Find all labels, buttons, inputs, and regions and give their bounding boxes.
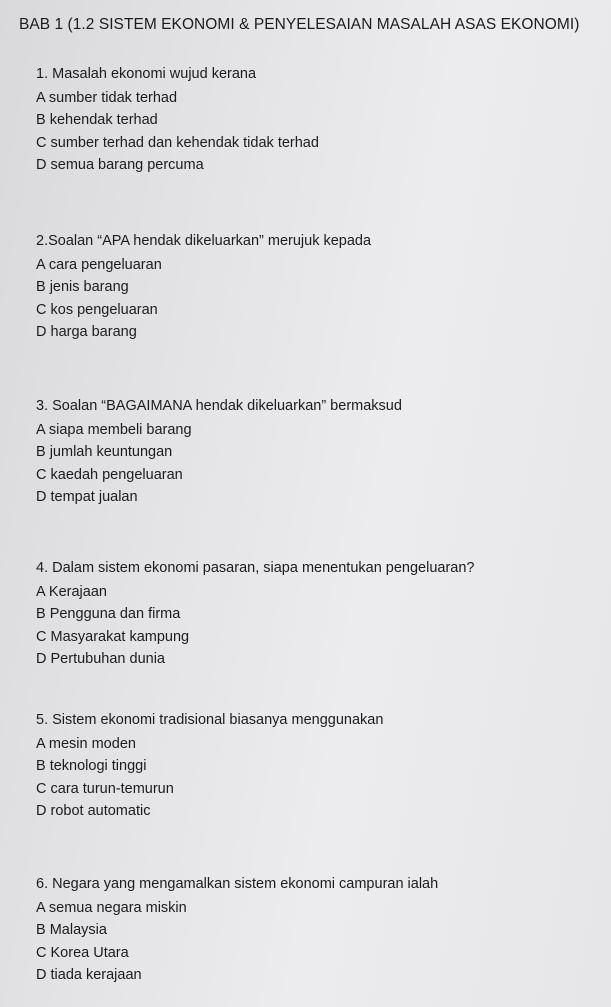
option-c: C kos pengeluaran xyxy=(36,301,158,318)
option-d: D harga barang xyxy=(36,324,137,340)
question-stem: 5. Sistem ekonomi tradisional biasanya menggunakan xyxy=(36,712,384,728)
question-5 xyxy=(36,709,383,823)
question-2 xyxy=(36,230,371,344)
option-a: A semua negara miskin xyxy=(36,899,187,916)
option-a: A cara pengeluaran xyxy=(36,256,162,273)
option-c: C cara turun-temurun xyxy=(36,780,174,797)
option-b: B Malaysia xyxy=(36,922,107,938)
option-c: C Masyarakat kampung xyxy=(36,628,190,645)
page-title: BAB 1 (1.2 SISTEM EKONOMI & PENYELESAIAN MASALAH ASAS EKONOMI) xyxy=(19,16,580,33)
option-b: B teknologi tinggi xyxy=(36,758,147,774)
question-stem: 6. Negara yang mengamalkan sistem ekonomi campuran ialah xyxy=(36,876,439,892)
option-a: A sumber tidak terhad xyxy=(36,89,178,106)
option-b: B kehendak terhad xyxy=(36,112,158,128)
option-a: A mesin moden xyxy=(36,735,136,752)
option-d: D Pertubuhan dunia xyxy=(36,651,165,667)
option-a: A Kerajaan xyxy=(36,583,107,600)
option-d: D tiada kerajaan xyxy=(36,967,142,983)
question-4 xyxy=(36,557,474,671)
option-b: B jenis barang xyxy=(36,279,129,295)
option-d: D robot automatic xyxy=(36,803,151,819)
question-stem: 4. Dalam sistem ekonomi pasaran, siapa menentukan pengeluaran? xyxy=(36,560,475,576)
question-1 xyxy=(36,63,319,177)
option-b: B Pengguna dan firma xyxy=(36,606,181,622)
question-6 xyxy=(36,873,438,987)
option-c: C kaedah pengeluaran xyxy=(36,466,183,483)
option-d: D semua barang percuma xyxy=(36,157,204,173)
question-3 xyxy=(36,395,402,509)
question-stem: 3. Soalan “BAGAIMANA hendak dikeluarkan” bermaksud xyxy=(36,398,402,414)
option-c: C Korea Utara xyxy=(36,944,129,961)
option-b: B jumlah keuntungan xyxy=(36,444,173,460)
option-c: C sumber terhad dan kehendak tidak terhad xyxy=(36,134,319,151)
option-d: D tempat jualan xyxy=(36,489,138,505)
question-stem: 1. Masalah ekonomi wujud kerana xyxy=(36,66,257,82)
question-stem: 2.Soalan “APA hendak dikeluarkan” merujuk kepada xyxy=(36,233,372,249)
option-a: A siapa membeli barang xyxy=(36,421,192,438)
